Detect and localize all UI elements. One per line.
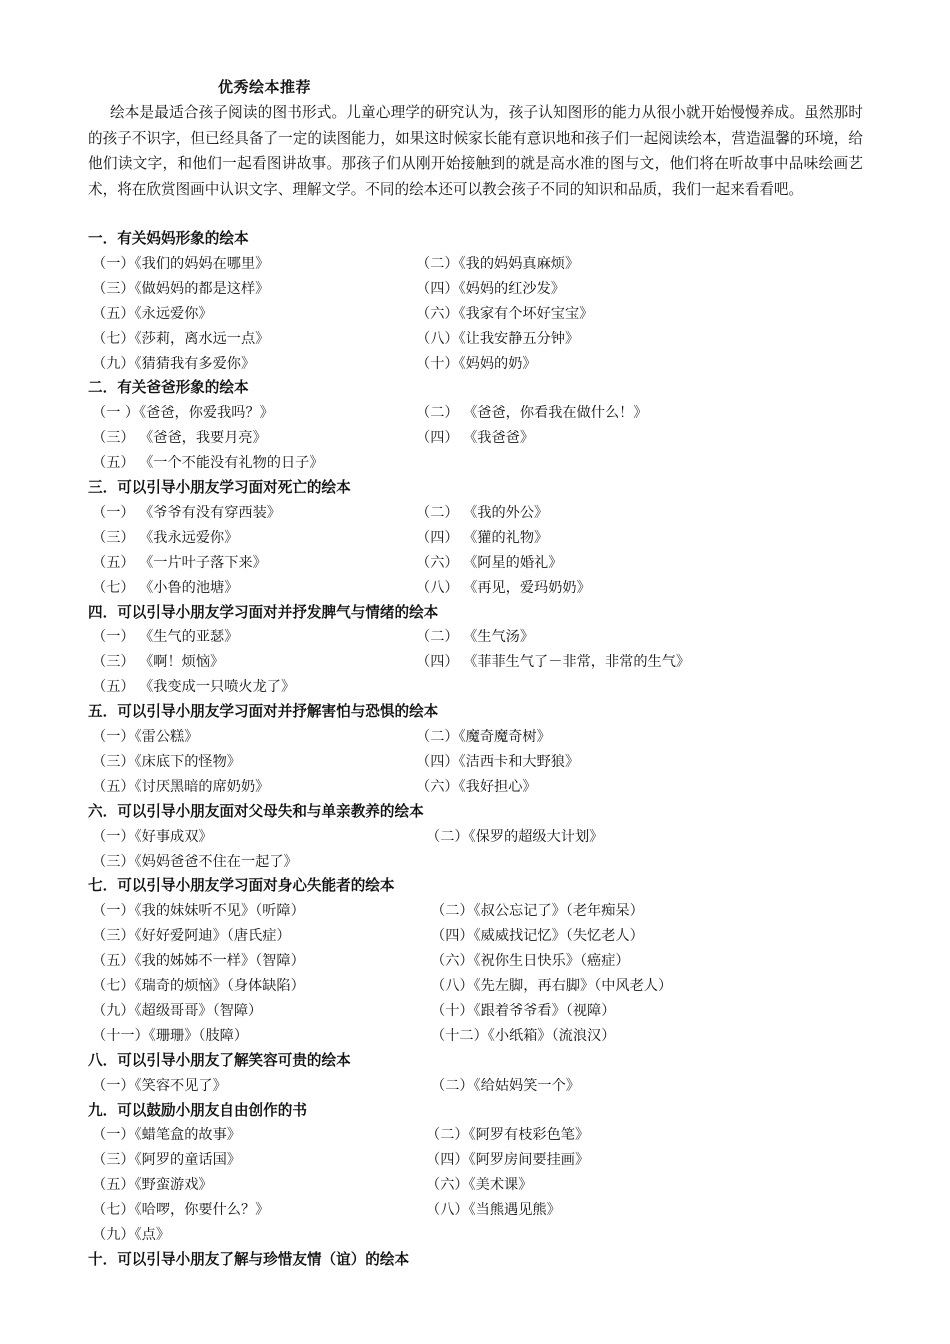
book-list-item: （十）《妈妈的奶》 xyxy=(416,355,537,372)
book-list-item: （六）《祝你生日快乐》（癌症） xyxy=(431,953,630,970)
page-title: 优秀绘本推荐 xyxy=(218,78,312,96)
book-list-item: （三） 《爸爸，我要月亮》 xyxy=(92,430,267,447)
section-heading: 三．可以引导小朋友学习面对死亡的绘本 xyxy=(88,479,351,496)
book-list-item: （三）《妈妈爸爸不住在一起了》 xyxy=(92,853,298,870)
section-heading: 一．有关妈妈形象的绘本 xyxy=(88,230,249,247)
book-list-item: （三）《床底下的怪物》 xyxy=(92,753,241,770)
book-list-item: （三） 《啊！烦恼》 xyxy=(92,654,225,671)
book-list-item: （九）《点》 xyxy=(92,1227,171,1243)
section-heading: 四．可以引导小朋友学习面对并抒发脾气与情绪的绘本 xyxy=(88,603,439,621)
book-list-item: （七）《莎莉，离水远一点》 xyxy=(92,330,270,347)
book-list-item: （七）《瑞奇的烦恼》（身体缺陷） xyxy=(92,978,305,994)
intro-paragraph: 绘本是最适合孩子阅读的图书形式。儿童心理学的研究认为，孩子认知图形的能力从很小就开始慢慢养成。虽然那时的孩子不识字，但已经具备了一定的读图能力，如果这时候家长能有意识地和孩子们一起阅读绘本，营造温馨的环境，给他们读文字，和他们一起看图讲故事。那孩子们从刚开始接触到的就是高水准的图与文，他们将在听故事中品味绘画艺术，将在欣赏图画中认识文字、理解文学。不同的绘本还可以教会孩子不同的知识和品质，我们一起来看看吧。 xyxy=(88,104,863,199)
book-list-item: （三）《好好爱阿迪》（唐氏症） xyxy=(92,928,291,945)
book-list-item: （四）《妈妈的红沙发》 xyxy=(416,280,565,297)
book-list-item: （六） 《阿星的婚礼》 xyxy=(416,554,563,571)
section-heading: 十．可以引导小朋友了解与珍惜友情（谊）的绘本 xyxy=(88,1250,410,1268)
book-list-item: （二）《魔奇魔奇树》 xyxy=(416,729,551,745)
book-list-item: （二） 《生气汤》 xyxy=(416,629,535,646)
book-list-item: （五）《我的姊姊不一样》（智障） xyxy=(92,953,305,970)
book-list-item: （四） 《我爸爸》 xyxy=(416,430,535,447)
section-heading: 九．可以鼓励小朋友自由创作的书 xyxy=(88,1101,307,1119)
book-list-item: （四）《阿罗房间要挂画》 xyxy=(426,1152,590,1169)
book-list-item: （八） 《再见，爱玛奶奶》 xyxy=(416,579,591,596)
book-list-item: （十）《跟着爷爷看》（视障） xyxy=(431,1002,616,1019)
book-list-item: （八）《让我安静五分钟》 xyxy=(416,330,580,347)
section-heading: 八．可以引导小朋友了解笑容可贵的绘本 xyxy=(88,1051,351,1069)
book-list-item: （六）《美术课》 xyxy=(426,1177,533,1194)
book-list-item: （二）《叔公忘记了》（老年痴呆） xyxy=(431,903,644,920)
section-heading: 七．可以引导小朋友学习面对身心失能者的绘本 xyxy=(88,877,395,895)
book-list-item: （五） 《一片叶子落下来》 xyxy=(92,554,267,571)
book-list-item: （二）《我的妈妈真麻烦》 xyxy=(416,255,580,272)
book-list-item: （六）《我家有个坏好宝宝》 xyxy=(416,305,594,322)
book-list-item: （七） 《小鲁的池塘》 xyxy=(92,579,239,596)
book-list-item: （七）《哈啰，你要什么？》 xyxy=(92,1202,270,1219)
book-list-item: （五） 《我变成一只喷火龙了》 xyxy=(92,679,296,696)
book-list-item: （一 ）《爸爸，你爱我吗？》 xyxy=(92,405,274,422)
book-list-item: （三）《做妈妈的都是这样》 xyxy=(92,280,270,297)
book-list-item: （五）《野蛮游戏》 xyxy=(92,1177,213,1194)
book-list-item: （四） 《菲菲生气了－非常，非常的生气》 xyxy=(416,654,691,671)
book-list-item: （十二）《小纸箱》（流浪汉） xyxy=(431,1027,616,1044)
book-list-item: （一）《笑容不见了》 xyxy=(92,1077,227,1094)
book-list-item: （二）《阿罗有枝彩色笔》 xyxy=(426,1127,590,1144)
book-list-item: （二）《给姑妈笑一个》 xyxy=(431,1077,580,1094)
book-list-item: （九）《猜猜我有多爱你》 xyxy=(92,355,256,372)
book-list-item: （三） 《我永远爱你》 xyxy=(92,529,239,546)
book-list-item: （八）《先左脚，再右脚》（中风老人） xyxy=(431,978,673,994)
section-heading: 五．可以引导小朋友学习面对并抒解害怕与恐惧的绘本 xyxy=(88,703,439,721)
book-list-item: （一） 《爷爷有没有穿西装》 xyxy=(92,504,281,521)
book-list-item: （一） 《生气的亚瑟》 xyxy=(92,629,239,646)
section-heading: 二．有关爸爸形象的绘本 xyxy=(88,379,249,397)
book-list-item: （一）《蜡笔盒的故事》 xyxy=(92,1127,241,1144)
section-heading: 六．可以引导小朋友面对父母失和与单亲教养的绘本 xyxy=(88,802,424,820)
book-list-item: （九）《超级哥哥》（智障） xyxy=(92,1002,263,1019)
book-list-item: （一）《雷公糕》 xyxy=(92,729,199,745)
book-list-item: （四）《威威找记忆》（失忆老人） xyxy=(431,928,644,945)
book-list-item: （二）《保罗的超级大计划》 xyxy=(426,828,604,845)
book-list-item: （四） 《獾的礼物》 xyxy=(416,529,549,546)
book-list-item: （五）《永远爱你》 xyxy=(92,305,213,322)
book-list-item: （二） 《我的外公》 xyxy=(416,504,549,521)
book-list-item: （六）《我好担心》 xyxy=(416,778,537,795)
book-list-item: （三）《阿罗的童话国》 xyxy=(92,1152,241,1169)
book-list-item: （四）《洁西卡和大野狼》 xyxy=(416,753,580,770)
book-list-item: （一）《好事成双》 xyxy=(92,828,213,845)
book-list-item: （五） 《一个不能没有礼物的日子》 xyxy=(92,455,324,472)
book-list-item: （八）《当熊遇见熊》 xyxy=(426,1202,561,1219)
book-list-item: （一）《我的妹妹听不见》（听障） xyxy=(92,903,305,920)
book-list-item: （二） 《爸爸，你看我在做什么！》 xyxy=(416,405,648,422)
book-list-item: （十一）《珊珊》（肢障） xyxy=(92,1027,249,1044)
book-list-item: （五）《讨厌黑暗的席奶奶》 xyxy=(92,778,270,795)
book-list-item: （一）《我们的妈妈在哪里》 xyxy=(92,255,270,272)
